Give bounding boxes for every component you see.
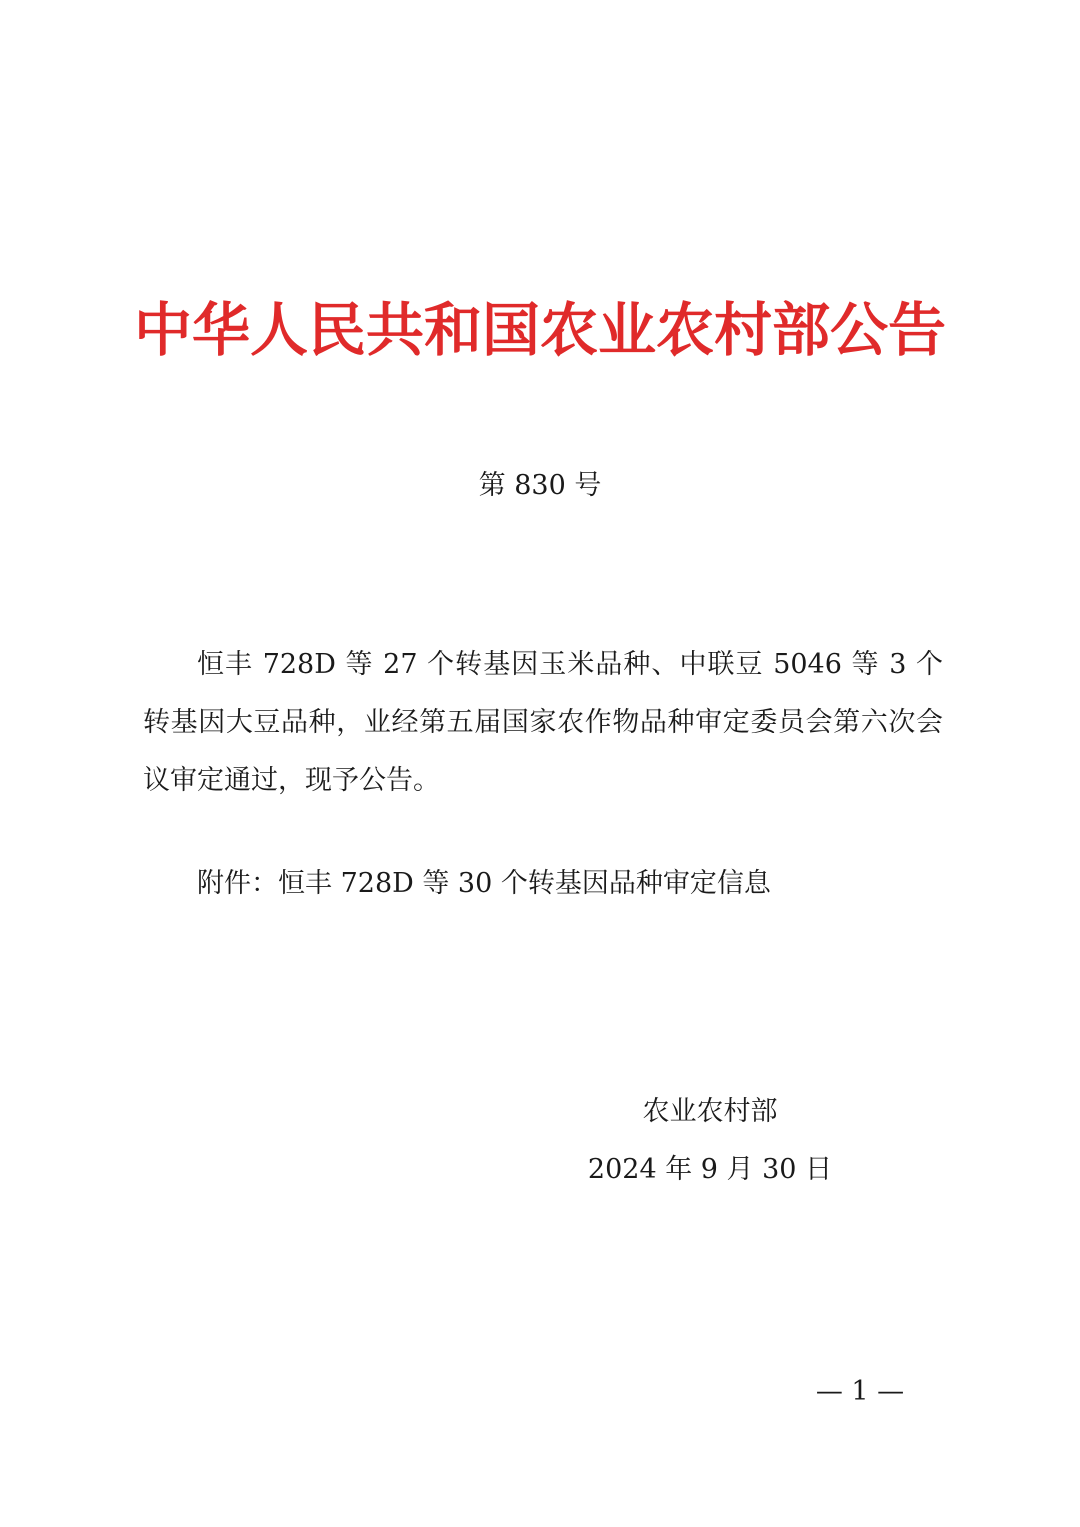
announcement-body: 恒丰 728D 等 27 个转基因玉米品种、中联豆 5046 等 3 个转基因大豆品种，业经第五届国家农作物品种审定委员会第六次会议审定通过，现予公告。: [143, 649, 943, 796]
page-number: — 1 —: [815, 1376, 905, 1407]
issuing-authority: 农业农村部: [642, 1096, 778, 1127]
attachment-line: 附件：恒丰 728D 等 30 个转基因品种审定信息: [197, 868, 771, 899]
document-title: 中华人民共和国农业农村部公告: [133, 296, 946, 364]
issue-date: 2024 年 9 月 30 日: [587, 1154, 833, 1185]
document-number: 第 830 号: [478, 470, 602, 501]
